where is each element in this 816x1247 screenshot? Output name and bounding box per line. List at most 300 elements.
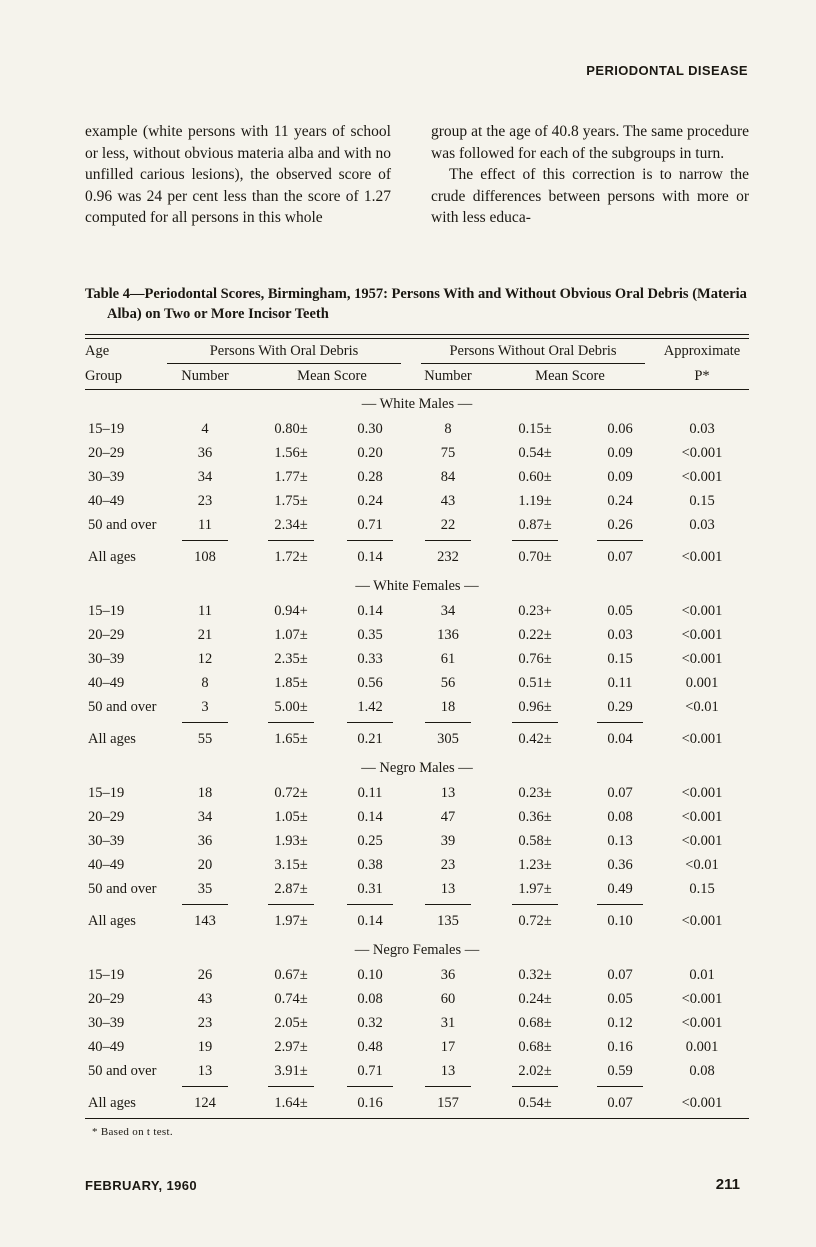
table-row: [85, 829, 749, 853]
paragraph: example (white persons with 11 years of school or less, without obvious materia alba and with no unfilled carious lesions), the observed score of 0.96 was 24 per cent less than the score of 1.27 computed for all persons in this whole: [85, 123, 391, 226]
cell-p-value: 0.08: [689, 1062, 715, 1079]
cell-p-value: 0.15: [689, 492, 715, 509]
cell-age-group: 30–39: [88, 468, 125, 485]
cell-p-value: <0.001: [681, 1094, 723, 1111]
sumline-cell: [85, 1083, 157, 1091]
cell-p-value: <0.001: [681, 444, 723, 461]
table-total-row: [85, 727, 749, 751]
cell-age-group: 30–39: [88, 1014, 125, 1031]
cell-se-with: 0.38: [357, 856, 383, 873]
cell-number-without: 136: [437, 626, 459, 643]
sum-rule: [597, 904, 643, 905]
sum-rule: [425, 1086, 471, 1087]
table-row: [85, 853, 749, 877]
section-title: — White Females —: [355, 578, 479, 594]
cell-mean-with: 3.91±: [274, 1062, 308, 1079]
table-total-row: [85, 909, 749, 933]
cell-se-without: 0.11: [607, 674, 633, 691]
cell-mean-without: 0.72±: [518, 912, 552, 929]
sumline-cell: [655, 901, 749, 909]
cell-se-without: 0.05: [607, 602, 633, 619]
cell-p-value: <0.001: [681, 602, 723, 619]
cell-mean-with: 1.97±: [274, 912, 308, 929]
cell-se-with: 0.31: [357, 880, 383, 897]
cell-se-with: 0.25: [357, 832, 383, 849]
cell-number-with: 18: [197, 784, 213, 801]
table-header-row-1: [85, 339, 749, 364]
cell-mean-with: 1.65±: [274, 730, 308, 747]
cell-number-without: 13: [440, 784, 456, 801]
sum-rule: [182, 540, 228, 541]
table-row: [85, 671, 749, 695]
cell-se-without: 0.26: [607, 516, 633, 533]
table-row: [85, 963, 749, 987]
sumline-cell: [655, 1083, 749, 1091]
cell-age-group: 40–49: [88, 492, 125, 509]
header-approximate-p: Approximate: [663, 343, 741, 359]
cell-age-group: 15–19: [88, 784, 125, 801]
sumline-cell: [585, 719, 655, 727]
cell-p-value: 0.03: [689, 420, 715, 437]
cell-mean-with: 0.80±: [274, 420, 308, 437]
cell-se-without: 0.04: [607, 730, 633, 747]
cell-number-with: 43: [197, 990, 213, 1007]
article-body: [85, 121, 749, 229]
sum-rule: [512, 540, 558, 541]
cell-number-with: 34: [197, 808, 213, 825]
cell-age-group: 30–39: [88, 650, 125, 667]
table-row: [85, 623, 749, 647]
total-separator-row: [85, 719, 749, 727]
table-total-row: [85, 545, 749, 569]
cell-age-group: 50 and over: [88, 516, 157, 533]
cell-number-with: 108: [194, 548, 216, 565]
sum-rule: [182, 1086, 228, 1087]
cell-p-value: 0.001: [685, 674, 719, 691]
cell-number-without: 43: [440, 492, 456, 509]
cell-mean-without: 0.23±: [518, 784, 552, 801]
cell-number-without: 60: [440, 990, 456, 1007]
cell-age-group: 20–29: [88, 808, 125, 825]
header-number-without: Number: [424, 368, 472, 384]
cell-number-without: 8: [444, 420, 452, 437]
cell-mean-without: 0.54±: [518, 1094, 552, 1111]
cell-mean-with: 2.35±: [274, 650, 308, 667]
cell-se-without: 0.03: [607, 626, 633, 643]
cell-number-without: 18: [440, 698, 456, 715]
cell-mean-without: 0.68±: [518, 1038, 552, 1055]
cell-mean-without: 2.02±: [518, 1062, 552, 1079]
cell-mean-with: 1.75±: [274, 492, 308, 509]
paragraph: group at the age of 40.8 years. The same procedure was followed for each of the subgroups in turn.: [431, 123, 749, 162]
table-4: [85, 285, 749, 1138]
cell-age-group: All ages: [88, 912, 136, 929]
section-title: — Negro Males —: [361, 760, 473, 776]
sumline-cell: [411, 719, 485, 727]
sum-rule: [597, 540, 643, 541]
sumline-cell: [585, 537, 655, 545]
sum-rule: [512, 722, 558, 723]
table-row: [85, 599, 749, 623]
cell-number-without: 13: [440, 880, 456, 897]
cell-p-value: 0.15: [689, 880, 715, 897]
table-caption: Table 4—Periodontal Scores, Birmingham, 1957: Persons With and Without Obvious Oral Debris (Materia Alba) on Two or More Incisor Teeth: [85, 286, 747, 322]
cell-mean-without: 0.24±: [518, 990, 552, 1007]
cell-mean-with: 1.77±: [274, 468, 308, 485]
cell-se-with: 0.35: [357, 626, 383, 643]
sumline-cell: [157, 1083, 253, 1091]
sumline-cell: [253, 537, 329, 545]
sum-rule: [268, 1086, 314, 1087]
cell-mean-with: 1.85±: [274, 674, 308, 691]
sumline-cell: [253, 719, 329, 727]
header-without-oral-debris: Persons Without Oral Debris: [421, 339, 645, 364]
cell-se-without: 0.15: [607, 650, 633, 667]
cell-number-without: 34: [440, 602, 456, 619]
cell-se-without: 0.16: [607, 1038, 633, 1055]
footer-issue-date: FEBRUARY, 1960: [85, 1178, 198, 1193]
sumline-cell: [329, 901, 411, 909]
cell-se-without: 0.06: [607, 420, 633, 437]
cell-se-with: 0.14: [357, 912, 383, 929]
cell-mean-without: 0.68±: [518, 1014, 552, 1031]
cell-mean-with: 2.34±: [274, 516, 308, 533]
cell-mean-without: 0.54±: [518, 444, 552, 461]
sumline-cell: [655, 537, 749, 545]
cell-se-without: 0.09: [607, 468, 633, 485]
sum-rule: [347, 904, 393, 905]
cell-age-group: 20–29: [88, 990, 125, 1007]
cell-se-without: 0.05: [607, 990, 633, 1007]
cell-p-value: <0.001: [681, 730, 723, 747]
cell-number-with: 11: [198, 516, 212, 533]
sum-rule: [347, 540, 393, 541]
cell-mean-without: 0.42±: [518, 730, 552, 747]
cell-number-with: 8: [201, 674, 209, 691]
cell-se-with: 0.20: [357, 444, 383, 461]
cell-se-without: 0.59: [607, 1062, 633, 1079]
cell-se-with: 0.14: [357, 548, 383, 565]
cell-se-without: 0.36: [607, 856, 633, 873]
cell-age-group: All ages: [88, 548, 136, 565]
table-header-row-2: [85, 364, 749, 389]
table-row: [85, 417, 749, 441]
cell-se-without: 0.10: [607, 912, 633, 929]
sum-rule: [512, 1086, 558, 1087]
cell-se-with: 0.24: [357, 492, 383, 509]
sumline-cell: [585, 1083, 655, 1091]
cell-age-group: 20–29: [88, 444, 125, 461]
cell-se-without: 0.07: [607, 548, 633, 565]
table-row: [85, 805, 749, 829]
cell-p-value: <0.001: [681, 990, 723, 1007]
cell-p-value: <0.001: [681, 808, 723, 825]
cell-number-without: 305: [437, 730, 459, 747]
cell-number-without: 22: [440, 516, 456, 533]
cell-mean-without: 0.58±: [518, 832, 552, 849]
sum-rule: [182, 722, 228, 723]
cell-age-group: 40–49: [88, 1038, 125, 1055]
cell-mean-without: 0.70±: [518, 548, 552, 565]
table-row: [85, 1059, 749, 1083]
sumline-cell: [485, 537, 585, 545]
cell-mean-without: 0.23+: [518, 602, 552, 619]
cell-se-without: 0.07: [607, 1094, 633, 1111]
sumline-cell: [85, 719, 157, 727]
table-row: [85, 441, 749, 465]
cell-mean-without: 0.51±: [518, 674, 552, 691]
cell-age-group: 20–29: [88, 626, 125, 643]
total-separator-row: [85, 1083, 749, 1091]
cell-mean-with: 2.05±: [274, 1014, 308, 1031]
cell-se-with: 0.71: [357, 1062, 383, 1079]
cell-number-without: 23: [440, 856, 456, 873]
table-row: [85, 489, 749, 513]
header-p-star: P*: [694, 368, 710, 384]
cell-mean-with: 1.05±: [274, 808, 308, 825]
table-footnote: * Based on t test.: [92, 1126, 173, 1138]
cell-se-with: 0.10: [357, 966, 383, 983]
cell-p-value: 0.03: [689, 516, 715, 533]
cell-se-without: 0.49: [607, 880, 633, 897]
cell-se-with: 0.28: [357, 468, 383, 485]
sum-rule: [268, 540, 314, 541]
cell-number-with: 143: [194, 912, 216, 929]
cell-number-with: 20: [197, 856, 213, 873]
sum-rule: [425, 904, 471, 905]
sumline-cell: [329, 537, 411, 545]
cell-mean-with: 0.72±: [274, 784, 308, 801]
cell-age-group: 50 and over: [88, 1062, 157, 1079]
sumline-cell: [411, 901, 485, 909]
cell-mean-with: 2.97±: [274, 1038, 308, 1055]
table-total-row: [85, 1091, 749, 1115]
cell-age-group: All ages: [88, 730, 136, 747]
header-mean-score-with: Mean Score: [297, 368, 367, 384]
sum-rule: [597, 722, 643, 723]
cell-number-with: 26: [197, 966, 213, 983]
running-head: PERIODONTAL DISEASE: [586, 63, 748, 78]
cell-mean-with: 0.94+: [274, 602, 308, 619]
cell-mean-without: 0.96±: [518, 698, 552, 715]
cell-age-group: 30–39: [88, 832, 125, 849]
cell-age-group: 50 and over: [88, 880, 157, 897]
sum-rule: [347, 1086, 393, 1087]
cell-mean-with: 1.93±: [274, 832, 308, 849]
cell-se-with: 0.33: [357, 650, 383, 667]
cell-number-with: 35: [197, 880, 213, 897]
text-column-right: [431, 121, 749, 229]
cell-age-group: 50 and over: [88, 698, 157, 715]
cell-number-with: 34: [197, 468, 213, 485]
sumline-cell: [585, 901, 655, 909]
cell-age-group: 15–19: [88, 602, 125, 619]
sumline-cell: [157, 901, 253, 909]
cell-se-with: 0.21: [357, 730, 383, 747]
cell-mean-with: 1.56±: [274, 444, 308, 461]
cell-mean-with: 0.74±: [274, 990, 308, 1007]
cell-number-without: 39: [440, 832, 456, 849]
total-separator-row: [85, 537, 749, 545]
cell-p-value: <0.001: [681, 650, 723, 667]
cell-p-value: <0.001: [681, 548, 723, 565]
cell-mean-without: 0.32±: [518, 966, 552, 983]
cell-mean-with: 5.00±: [274, 698, 308, 715]
cell-number-with: 12: [197, 650, 213, 667]
table-row: [85, 987, 749, 1011]
cell-age-group: All ages: [88, 1094, 136, 1111]
sumline-cell: [253, 901, 329, 909]
sumline-cell: [85, 901, 157, 909]
cell-mean-with: 2.87±: [274, 880, 308, 897]
cell-age-group: 15–19: [88, 420, 125, 437]
cell-se-without: 0.13: [607, 832, 633, 849]
sum-rule: [597, 1086, 643, 1087]
sum-rule: [425, 540, 471, 541]
cell-se-with: 0.16: [357, 1094, 383, 1111]
cell-p-value: <0.001: [681, 1014, 723, 1031]
cell-number-with: 36: [197, 832, 213, 849]
cell-se-with: 0.08: [357, 990, 383, 1007]
sumline-cell: [485, 901, 585, 909]
sumline-cell: [411, 1083, 485, 1091]
cell-number-without: 135: [437, 912, 459, 929]
cell-p-value: <0.001: [681, 468, 723, 485]
header-age: Age: [85, 343, 110, 359]
sumline-cell: [253, 1083, 329, 1091]
sumline-cell: [411, 537, 485, 545]
cell-number-without: 75: [440, 444, 456, 461]
text-column-left: [85, 121, 391, 229]
sumline-cell: [329, 719, 411, 727]
cell-number-without: 61: [440, 650, 456, 667]
cell-p-value: <0.001: [681, 784, 723, 801]
total-separator-row: [85, 901, 749, 909]
sum-rule: [512, 904, 558, 905]
sumline-cell: [157, 719, 253, 727]
cell-number-without: 31: [440, 1014, 456, 1031]
cell-se-without: 0.07: [607, 784, 633, 801]
cell-mean-without: 0.87±: [518, 516, 552, 533]
cell-number-without: 17: [440, 1038, 456, 1055]
cell-mean-without: 1.23±: [518, 856, 552, 873]
cell-se-with: 0.14: [357, 602, 383, 619]
header-number-with: Number: [181, 368, 229, 384]
cell-number-with: 19: [197, 1038, 213, 1055]
cell-se-without: 0.07: [607, 966, 633, 983]
cell-se-with: 0.71: [357, 516, 383, 533]
cell-mean-without: 1.19±: [518, 492, 552, 509]
cell-number-with: 23: [197, 1014, 213, 1031]
sum-rule: [182, 904, 228, 905]
cell-age-group: 40–49: [88, 674, 125, 691]
section-title: — White Males —: [361, 396, 473, 412]
sumline-cell: [485, 1083, 585, 1091]
cell-p-value: <0.01: [685, 856, 719, 873]
cell-mean-without: 0.76±: [518, 650, 552, 667]
cell-mean-without: 0.36±: [518, 808, 552, 825]
sumline-cell: [157, 537, 253, 545]
cell-number-without: 84: [440, 468, 456, 485]
table-row: [85, 465, 749, 489]
cell-mean-without: 0.22±: [518, 626, 552, 643]
cell-p-value: <0.001: [681, 912, 723, 929]
cell-mean-with: 0.67±: [274, 966, 308, 983]
cell-number-with: 21: [197, 626, 213, 643]
header-group: Group: [85, 368, 123, 384]
footer-page-number: 211: [715, 1176, 740, 1193]
table-row: [85, 1035, 749, 1059]
cell-se-without: 0.24: [607, 492, 633, 509]
cell-se-without: 0.29: [607, 698, 633, 715]
cell-p-value: 0.001: [685, 1038, 719, 1055]
table-row: [85, 513, 749, 537]
cell-number-with: 4: [201, 420, 209, 437]
paragraph: The effect of this correction is to narrow the crude differences between persons with more or with less educa-: [431, 166, 749, 226]
table-row: [85, 877, 749, 901]
cell-se-with: 0.32: [357, 1014, 383, 1031]
cell-mean-with: 1.07±: [274, 626, 308, 643]
cell-p-value: 0.01: [689, 966, 715, 983]
cell-mean-with: 3.15±: [274, 856, 308, 873]
sumline-cell: [485, 719, 585, 727]
sum-rule: [425, 722, 471, 723]
sum-rule: [268, 722, 314, 723]
sum-rule: [347, 722, 393, 723]
cell-se-without: 0.12: [607, 1014, 633, 1031]
cell-number-without: 56: [440, 674, 456, 691]
cell-mean-with: 1.72±: [274, 548, 308, 565]
cell-number-with: 13: [197, 1062, 213, 1079]
cell-mean-without: 0.60±: [518, 468, 552, 485]
table-body: [85, 390, 749, 1115]
cell-se-with: 0.14: [357, 808, 383, 825]
cell-p-value: <0.001: [681, 832, 723, 849]
cell-number-with: 124: [194, 1094, 216, 1111]
cell-mean-with: 1.64±: [274, 1094, 308, 1111]
cell-se-with: 0.11: [357, 784, 383, 801]
cell-number-with: 36: [197, 444, 213, 461]
cell-number-with: 3: [201, 698, 209, 715]
cell-age-group: 40–49: [88, 856, 125, 873]
cell-se-with: 1.42: [357, 698, 383, 715]
table-row: [85, 695, 749, 719]
table-row: [85, 1011, 749, 1035]
cell-se-without: 0.08: [607, 808, 633, 825]
cell-p-value: <0.001: [681, 626, 723, 643]
cell-p-value: <0.01: [685, 698, 719, 715]
table-row: [85, 781, 749, 805]
cell-number-with: 55: [197, 730, 213, 747]
sum-rule: [268, 904, 314, 905]
cell-number-without: 47: [440, 808, 456, 825]
cell-number-without: 232: [437, 548, 459, 565]
cell-age-group: 15–19: [88, 966, 125, 983]
sumline-cell: [329, 1083, 411, 1091]
cell-se-without: 0.09: [607, 444, 633, 461]
section-title: — Negro Females —: [354, 942, 480, 958]
cell-number-with: 11: [198, 602, 212, 619]
sumline-cell: [85, 537, 157, 545]
header-with-oral-debris: Persons With Oral Debris: [167, 339, 401, 364]
cell-se-with: 0.56: [357, 674, 383, 691]
cell-number-without: 13: [440, 1062, 456, 1079]
cell-number-with: 23: [197, 492, 213, 509]
table-row: [85, 647, 749, 671]
cell-se-with: 0.48: [357, 1038, 383, 1055]
cell-mean-without: 0.15±: [518, 420, 552, 437]
cell-number-without: 36: [440, 966, 456, 983]
